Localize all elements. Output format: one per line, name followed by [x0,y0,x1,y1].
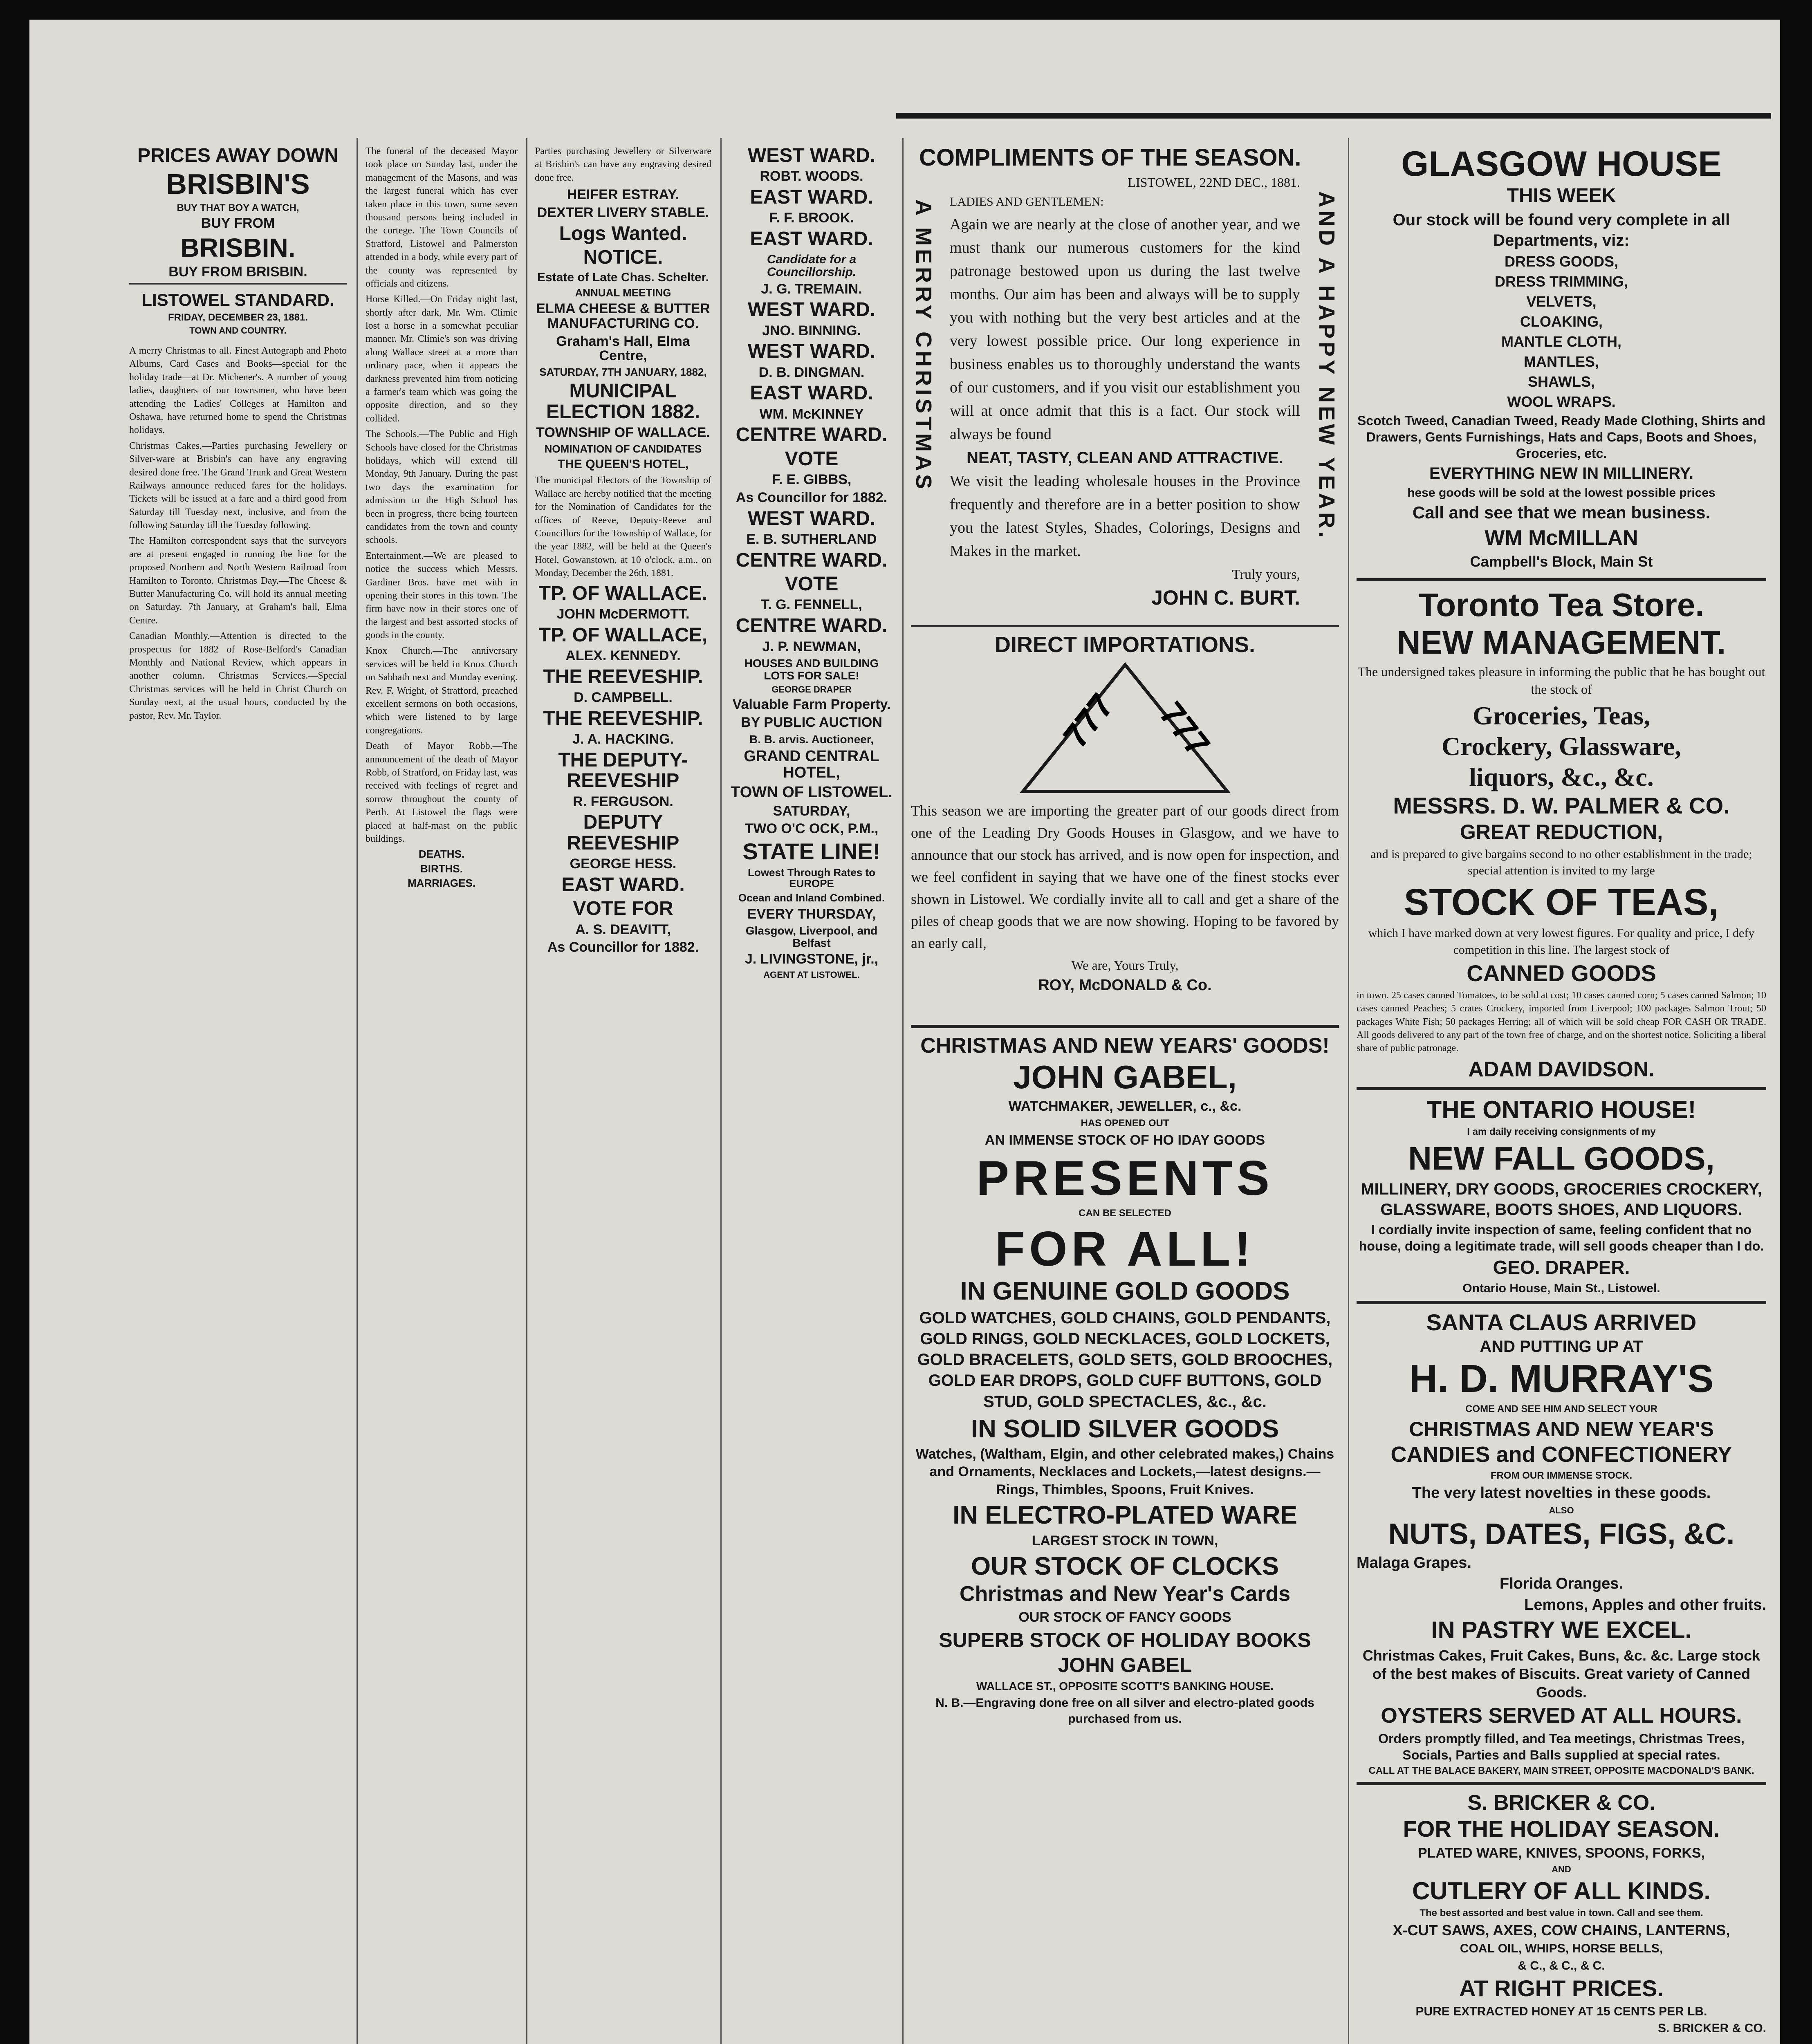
column-2 [360,142,523,2044]
teas-heading: STOCK OF TEAS, [1404,881,1719,923]
glasgow-heading: GLASGOW HOUSE [1401,144,1722,184]
forall-heading: FOR ALL! [995,1221,1255,1276]
stock-line: Our stock will be found very complete in all Departments, viz: [1393,211,1730,249]
millinery-list: MILLINERY, DRY GOODS, GROCERIES CROCKERY, GLASSWARE, BOOTS SHOES, AND LIQUORS. [1361,1180,1762,1219]
sold-line: hese goods will be sold at the lowest possible prices [1407,486,1716,500]
bricker-heading: S. BRICKER & CO. [1467,1791,1655,1815]
engrave-line: N. B.—Engraving done free on all silver and electro-plated goods purchased from us. [935,1696,1314,1726]
sailing-heading: EVERY THURSDAY, [747,906,876,922]
reeveship-heading: THE REEVESHIP. [543,666,703,688]
annual-heading: ANNUAL MEETING [575,286,671,299]
signature: WM McMILLAN [1485,526,1638,550]
nuts-heading: NUTS, DATES, FIGS, &C. [1388,1518,1735,1551]
signature: ROBT. WOODS. [760,168,863,184]
liquors-heading: liquors, &c., &c. [1469,762,1654,792]
column-6 [1351,142,1772,2044]
florida-line: Florida Oranges. [1500,1575,1623,1593]
scotch-line: Scotch Tweed, Canadian Tweed, Ready Made Clothing, Shirts and Drawers, Gents Furnishings, Hats and Caps, Boots and Shoes, Groceries, etc. [1357,413,1766,461]
xmasny-heading: CHRISTMAS AND NEW YEAR'S [1409,1417,1714,1441]
ward-heading: CENTRE WARD. [736,549,888,571]
goods-item: WOOL WRAPS. [1507,393,1616,410]
local-news: The Hamilton correspondent says that the surveyors are at present engaged in running the line for the proposed Northern and North Western Railroad from Hamilton to Toronto. Christmas Day.—The Cheese & Butter Manufacturing Co. will hold its annual meeting on Saturday, 7th January, at Graham's hall, Elma Centre. [129,536,347,626]
office: As Councillor for 1882. [547,939,699,955]
ward-heading: CENTRE WARD. [736,615,888,637]
palmer-heading: MESSRS. D. W. PALMER & CO. [1393,793,1730,819]
notice-text: Parties purchasing Jewellery or Silverware at Brisbin's can have any engraving desired done free. [535,146,711,183]
ward-heading: WEST WARD. [748,507,875,529]
auctioneer: B. B. arvis. Auctioneer, [749,733,874,746]
tri-right-text: 777 [1152,694,1218,764]
candidate: F. E. GIBBS, [771,472,852,488]
fancy-line: OUR STOCK OF FANCY GOODS [1018,1609,1231,1625]
state-line-heading: STATE LINE! [742,838,881,864]
ward-heading: EAST WARD. [561,874,685,896]
ad-brisbins: BRISBIN'S [166,168,310,200]
ocean-heading: Ocean and Inland Combined. [738,892,885,904]
ad-buyfrom: BUY FROM [201,215,275,231]
agent-name: J. LIVINGSTONE, jr., [745,951,879,967]
call-line: Call and see that we mean business. [1412,503,1711,522]
goods-item: DRESS GOODS, [1504,253,1619,270]
plated-line: PLATED WARE, KNIVES, SPOONS, FORKS, [1417,1845,1705,1861]
township-heading: TOWNSHIP OF WALLACE. [536,424,710,440]
marriages-heading: MARRIAGES. [407,876,476,889]
importations-text: This season we are importing the greater part of our goods direct from one of the Leading Dry Goods Houses in Glasgow, and we have to announce that our stock has arrived, and is now open for inspection, and we feel confident in saying that we have one of the finest stocks ever shown in Listowel. We cordially invite all to call and get a share of the piles of cheap goods that we are now showing. Hoping to be favored by an early call, [911,802,1339,951]
time-heading: TWO O'C OCK, P.M., [745,821,879,837]
santa-heading: SANTA CLAUS ARRIVED [1426,1309,1697,1336]
houses-heading: HOUSES AND BUILDING LOTS FOR SALE! [744,657,879,682]
reeveship-heading: THE REEVESHIP. [543,707,703,729]
prices-heading: AT RIGHT PRICES. [1459,1975,1664,2001]
date-heading: SATURDAY, 7TH JANUARY, 1882, [539,365,707,378]
day-heading: SATURDAY, [773,803,850,819]
receiving-line: I am daily receiving consignments of my [1467,1126,1656,1138]
nomination-heading: NOMINATION OF CANDIDATES [544,442,702,455]
column-1 [123,142,352,2044]
candidate-line: Candidate for a Councillorship. [767,252,857,279]
local-news: Canadian Monthly.—Attention is directed to the prospectus for 1882 of Rose-Belford's Canadian Monthly and National Review, which appears in another column. Christmas Services.—Special Christmas services will be held in Christ Church on Sunday next, at the usual hours, conducted by the pastor, Rev. Mr. Taylor. [129,631,347,721]
tri-left-text: 777 [1055,686,1121,755]
lemons-line: Lemons, Apples and other fruits. [1524,1596,1766,1614]
signature: D. CAMPBELL. [574,690,673,706]
signature: F. F. BROOK. [769,210,854,226]
auction-heading: BY PUBLIC AUCTION [741,714,882,730]
fall-heading: NEW FALL GOODS, [1408,1140,1715,1177]
holiday-heading: FOR THE HOLIDAY SEASON. [1403,1816,1720,1842]
marked-line: which I have marked down at very lowest figures. For quality and price, I defy competition in this line. The largest stock of [1368,926,1755,957]
signature: D. B. DINGMAN. [758,364,865,380]
signature: J. G. TREMAIN. [761,281,862,297]
groceries-heading: Groceries, Teas, [1472,701,1651,730]
address-line: WALLACE ST., OPPOSITE SCOTT'S BANKING HOUSE. [976,1680,1274,1693]
signature: S. BRICKER & CO. [1657,2022,1766,2035]
tp-heading: TP. OF WALLACE, [538,624,708,646]
election-notice: The municipal Electors of the Township of Wallace are hereby notified that the meeting for the Nomination of Candidates for the offices of Reeve, Deputy-Reeve and Councillors for the Township of Wallace, for the year 1882, will be held at the Queen's Hotel, Gowanstown, at 10 o'clock, a.m., on Monday, December the 26th, 1881. [535,475,711,579]
local-news: Knox Church.—The anniversary services will be held in Knox Church on Sabbath next and Monday evening. Rev. F. Wright, of Stratford, preached excellent sermons on both occasions, which were listened to by large congregations. [366,645,518,736]
orders-line: Orders promptly filled, and Tea meetings, Christmas Trees, Socials, Parties and Balls supplied at special rates. [1378,1731,1745,1762]
vertical-merry-christmas: A MERRY CHRISTMAS [911,199,936,493]
gabel-signature: JOHN GABEL [1058,1653,1192,1676]
address-line: Campbell's Block, Main St [1470,553,1653,570]
compliments-heading: COMPLIMENTS OF THE SEASON. [919,144,1301,171]
column-divider [720,138,722,2044]
putting-heading: AND PUTTING UP AT [1480,1338,1643,1356]
presents-heading: PRESENTS [976,1151,1274,1206]
murray-heading: H. D. MURRAY'S [1409,1357,1714,1401]
local-news: A merry Christmas to all. Finest Autograph and Photo Albums, Card Cases and Books—special for the holiday trade—at Dr. Michener's. A number of young ladies, daughters of our townsmen, who have been attending the Ladies' Colleges at Hamilton and Oshawa, have returned home to spend the Christmas holidays. [129,345,347,436]
bakery-line: CALL AT THE BALACE BAKERY, MAIN STREET, OPPOSITE MACDONALD'S BANK. [1368,1765,1754,1776]
office: As Councillor for 1882. [736,489,888,505]
births-heading: BIRTHS. [420,862,463,875]
reduction-heading: GREAT REDUCTION, [1460,820,1663,844]
week-heading: THIS WEEK [1507,185,1616,207]
crockery-heading: Crockery, Glassware, [1442,731,1681,761]
letter-body: We visit the leading wholesale houses in the Province frequently and therefore are in a better position to show you the latest Styles, Shades, Colorings, Designs and Makes in the market. [950,472,1300,560]
candidate: E. B. SUTHERLAND [746,531,877,547]
prepared-line: and is prepared to give bargains second to no other establishment in the trade; special attention is invited to my large [1370,847,1752,878]
gold-list: GOLD WATCHES, GOLD CHAINS, GOLD PENDANTS, GOLD RINGS, GOLD NECKLACES, GOLD LOCKETS, GOLD BRACELETS, GOLD SETS, GOLD BROOCHES, GOLD EAR DROPS, GOLD CUFF BUTTONS, GOLD STUD, GOLD SPECTACLES, &c., &c. [917,1309,1333,1411]
cakes-line: Christmas Cakes, Fruit Cakes, Buns, &c. &c. Large stock of the best makes of Biscuits. Great variety of Canned Goods. [1362,1647,1760,1701]
cutlery-heading: CUTLERY OF ALL KINDS. [1412,1877,1711,1905]
neat-heading: NEAT, TASTY, CLEAN AND ATTRACTIVE. [967,448,1283,467]
deaths-heading: DEATHS. [418,848,465,861]
best-line: The best assorted and best value in town. Call and see them. [1420,1907,1703,1918]
local-news: The funeral of the deceased Mayor took place on Sunday last, under the management of the Masons, and was the largest funeral which has ever taken place in this town, some seven thousand persons being included in the cortege. The Town Councils of Stratford, Listowel and Palmerston attended in a body, while every part of the county was represented by officials and citizens. [366,146,518,289]
ad-watch: BUY THAT BOY A WATCH, [177,202,299,213]
ward-heading: CENTRE WARD. [736,424,888,446]
local-news: Death of Mayor Robb.—The announcement of the death of Mayor Robb, of Stratford, on Friday last, was received with feelings of regret and sorrow throughout the county of Perth. At Listowel the flags were placed at half-mast on the public buildings. [366,741,518,844]
vote-heading: VOTE [785,573,839,595]
also-line: ALSO [1549,1505,1574,1515]
salutation: LADIES AND GENTLEMEN: [950,195,1104,209]
hotel-heading: GRAND CENTRAL HOTEL, [744,747,879,781]
immense-line: AN IMMENSE STOCK OF HO IDAY GOODS [984,1132,1265,1148]
candidate: J. P. NEWMAN, [762,639,861,654]
column-5 [905,142,1345,2044]
goods-item: CLOAKING, [1520,313,1603,330]
section-title: TOWN AND COUNTRY. [189,325,287,336]
masthead: LISTOWEL STANDARD. [141,290,334,309]
canned-heading: CANNED GOODS [1467,960,1656,986]
candies-heading: CANDIES and CONFECTIONERY [1390,1442,1732,1467]
invite-line: I cordially invite inspection of same, feeling confident that no house, doing a legitimate trade, will sell goods cheaper than I do. [1359,1222,1764,1254]
toronto-heading: Toronto Tea Store. [1418,587,1704,623]
signature: JNO. BINNING. [762,323,861,338]
saws-line: X-CUT SAWS, AXES, COW CHAINS, LANTERNS, [1393,1922,1730,1939]
largest-line: LARGEST STOCK IN TOWN, [1032,1533,1218,1549]
clocks-heading: OUR STOCK OF CLOCKS [971,1552,1279,1581]
farm-heading: Valuable Farm Property. [732,697,891,713]
signature: ALEX. KENNEDY. [565,648,681,664]
signature: ADAM DAVIDSON. [1468,1057,1655,1081]
graham-heading: Graham's Hall, Elma Centre, [556,333,690,364]
signature: JOHN McDERMOTT. [556,606,690,622]
deputy-heading: THE DEPUTY-REEVESHIP [558,749,688,792]
vote-heading: VOTE FOR [573,898,673,920]
books-heading: SUPERB STOCK OF HOLIDAY BOOKS [939,1629,1311,1652]
plated-heading: IN ELECTRO-PLATED WARE [953,1501,1297,1530]
honey-line: PURE EXTRACTED HONEY AT 15 CENTS PER LB. [1415,2004,1707,2018]
ontario-heading: THE ONTARIO HOUSE! [1426,1096,1696,1124]
elma-heading: ELMA CHEESE & BUTTER MANUFACTURING CO. [536,301,710,331]
goods-item: MANTLE CLOTH, [1501,333,1621,350]
xmas-heading: CHRISTMAS AND NEW YEARS' GOODS! [920,1033,1330,1058]
dexter-heading: DEXTER LIVERY STABLE. [537,204,709,220]
newspaper-page [29,20,1780,2044]
column-divider [902,138,904,2044]
signature: J. A. HACKING. [572,731,674,747]
selected-line: CAN BE SELECTED [1079,1208,1171,1219]
etc-line: & C., & C., & C. [1518,1959,1605,1972]
ad-buyfrom2: BUY FROM BRISBIN. [168,264,307,280]
municipal-heading: MUNICIPAL ELECTION 1882. [546,380,700,423]
local-news: Horse Killed.—On Friday night last, shortly after dark, Mr. Wm. Climie lost a horse in a somewhat peculiar manner. Mr. Climie's son was driving along Wallace street at a more than ordinary pace, when it appears the darkness prevented him from noticing a farmer's team which was going the opposite direction, and so they collided. [366,294,518,424]
letter-body: Again we are nearly at the close of another year, and we must thank our numerous customers for the kind patronage bestowed upon us during the last twelve months. Our aim has been and always will be to supply you with nothing but the very best articles and at the very lowest possible price. Our long experience in business enables us to thoroughly understand the wants of our customers, and if you visit our establishment you will at once admit that this is a fact. Our stock will always be found [950,215,1300,443]
canned-text: in town. 25 cases canned Tomatoes, to be sold at cost; 10 cases canned corn; 5 cases canned Salmon; 10 cases canned Peaches; 5 crates Crockery, imported from Liverpool; 100 packages Salmon Trout; 50 packages White Fish; 50 packages Herring; all of which will be sold cheap FOR CASH OR TRADE. All goods delivered to any part of the town free of charge, and on the shortest notice. Soliciting a liberal share of public patronage. [1357,990,1766,1054]
ward-heading: WEST WARD. [748,145,875,166]
direct-heading: DIRECT IMPORTATIONS. [995,632,1255,657]
ward-heading: EAST WARD. [750,382,873,404]
trade-line: WATCHMAKER, JEWELLER, c., &c. [1008,1098,1242,1114]
goods-item: DRESS TRIMMING, [1494,273,1628,290]
logs-heading: Logs Wanted. [559,222,687,244]
top-rule [896,113,1771,119]
management-heading: NEW MANAGEMENT. [1397,624,1726,661]
candidate: A. S. DEAVITT, [575,921,671,937]
local-news: Christmas Cakes.—Parties purchasing Jewellery or Silver-ware at Brisbin's can have any engraving desired done free. The Grand Trunk and Great Western Railways announce reduced fares for the holidays. Tickets will be issued at a fare and a third good from Saturday till Tuesday next, inclusive, and from the following Saturday till the Tuesday following. [129,440,347,531]
gold-heading: IN GENUINE GOLD GOODS [960,1277,1290,1305]
column-divider [526,138,527,2044]
goods-item: MANTLES, [1524,353,1599,370]
and-line: AND [1552,1864,1571,1874]
ward-heading: WEST WARD. [748,299,875,321]
goods-item: SHAWLS, [1527,373,1595,390]
dateline: FRIDAY, DECEMBER 23, 1881. [168,312,308,323]
triangle-graphic [1019,661,1231,796]
ward-heading: EAST WARD. [750,186,873,208]
immense-line: FROM OUR IMMENSE STOCK. [1490,1470,1633,1481]
oysters-heading: OYSTERS SERVED AT ALL HOURS. [1381,1704,1742,1728]
signature: R. FERGUSON. [573,793,673,809]
rates-heading: Lowest Through Rates to EUROPE [748,866,875,890]
candidate: T. G. FENNELL, [761,597,862,613]
deputy-heading: DEPUTY REEVESHIP [567,811,680,854]
estate-heading: Estate of Late Chas. Schelter. [537,271,709,285]
tp-heading: TP. OF WALLACE. [538,582,708,604]
novel-line: The very latest novelties in these goods. [1412,1484,1711,1502]
closing: We are, Yours Truly, [1071,957,1179,973]
millinery-line: EVERYTHING NEW IN MILLINERY. [1429,464,1693,482]
goods-item: VELVETS, [1526,293,1597,310]
column-4 [724,142,899,2044]
ward-heading: WEST WARD. [748,341,875,363]
signature: WM. McKINNEY [759,406,864,422]
cards-heading: Christmas and New Year's Cards [959,1582,1291,1606]
vertical-happy-new-year: AND A HAPPY NEW YEAR. [1314,191,1339,541]
pastry-heading: IN PASTRY WE EXCEL. [1431,1617,1692,1644]
signature: ROY, McDONALD & Co. [1038,976,1212,994]
route-heading: Glasgow, Liverpool, and Belfast [745,924,878,949]
ward-heading: EAST WARD. [750,228,873,250]
signature: GEO. DRAPER. [1493,1257,1630,1278]
town-heading: TOWN OF LISTOWEL. [731,783,893,801]
ad-title: PRICES AWAY DOWN [137,145,339,166]
come-line: COME AND SEE HIM AND SELECT YOUR [1465,1403,1657,1414]
undersigned-line: The undersigned takes pleasure in informing the public that he has bought out the stock of [1357,664,1765,697]
gabel-heading: JOHN GABEL, [1013,1059,1237,1096]
signature: JOHN C. BURT. [1151,586,1300,610]
agent-title: AGENT AT LISTOWEL. [763,969,860,980]
signature: GEORGE HESS. [570,856,677,872]
column-divider [357,138,358,2044]
signature: GEORGE DRAPER [771,684,852,695]
local-news: Entertainment.—We are pleased to notice the success which Messrs. Gardiner Bros. have met with in opening their stores in this town. The firm have now in their stores one of the largest and best assorted stocks of goods in the county. [366,550,518,641]
address-line: Ontario House, Main St., Listowel. [1462,1281,1660,1295]
vote-heading: VOTE [785,448,839,470]
closing: Truly yours, [1232,567,1300,582]
local-news: The Schools.—The Public and High Schools have closed for the Christmas holidays, which will extend till Monday, 9th January. During the past two days the examination for admission to the High School has been in progress, there being fourteen candidates from the town and county schools. [366,429,518,546]
queens-heading: THE QUEEN'S HOTEL, [557,457,689,471]
notice-heading: NOTICE. [583,246,663,268]
heifer-heading: HEIFER ESTRAY. [567,187,680,203]
ad-brisbin: BRISBIN. [180,233,296,262]
column-divider [1348,138,1349,2044]
malaga-line: Malaga Grapes. [1357,1554,1471,1571]
silver-heading: IN SOLID SILVER GOODS [971,1414,1279,1443]
dateline: LISTOWEL, 22ND DEC., 1881. [1128,175,1300,190]
silver-list: Watches, (Waltham, Elgin, and other celebrated makes,) Chains and Ornaments, Necklaces and Lockets,—latest designs.—Rings, Thimbles, Spoons, Fruit Knives. [915,1446,1334,1497]
opened-line: HAS OPENED OUT [1081,1117,1169,1129]
column-3 [529,142,717,2044]
coal-line: COAL OIL, WHIPS, HORSE BELLS, [1460,1942,1663,1955]
